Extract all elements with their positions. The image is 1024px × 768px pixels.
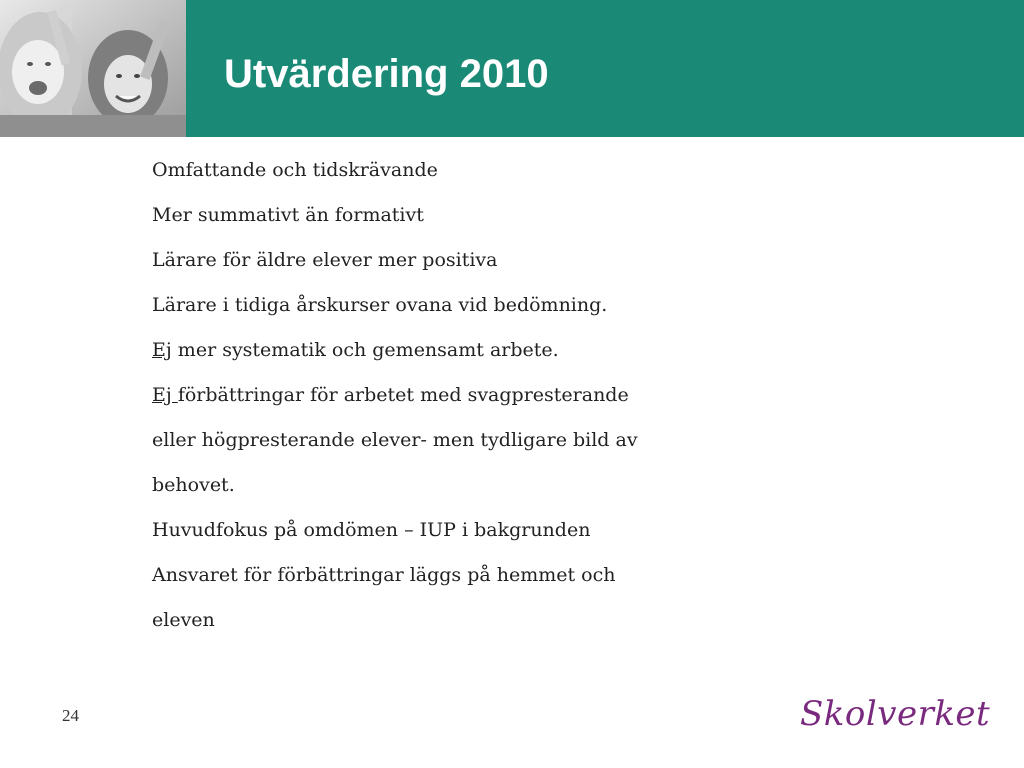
page-number: 24	[62, 706, 79, 725]
children-photo-image	[0, 0, 186, 137]
body-line: Ej förbättringar för arbetet med svagpresterande	[152, 384, 629, 406]
body-line: Lärare i tidiga årskurser ovana vid bedömning.	[152, 294, 608, 316]
slide-title: Utvärdering 2010	[224, 52, 549, 96]
body-line: Ej mer systematik och gemensamt arbete.	[152, 339, 559, 361]
children-photo	[0, 0, 186, 137]
body-line: Lärare för äldre elever mer positiva	[152, 249, 498, 271]
body-line: eleven	[152, 609, 215, 631]
body-line: behovet.	[152, 474, 235, 496]
emphasis-ej: Ej	[152, 384, 178, 406]
body-line: Mer summativt än formativt	[152, 204, 424, 226]
skolverket-logo: Skolverket	[800, 694, 991, 734]
body-line: eller högpresterande elever- men tydligare bild av	[152, 429, 638, 451]
body-line: Huvudfokus på omdömen – IUP i bakgrunden	[152, 519, 591, 541]
title-bar	[186, 0, 1024, 137]
body-line: Omfattande och tidskrävande	[152, 159, 438, 181]
body-line: Ansvaret för förbättringar läggs på hemmet och	[152, 564, 616, 586]
emphasis-ej: Ej	[152, 339, 172, 361]
slide-body	[152, 148, 752, 643]
